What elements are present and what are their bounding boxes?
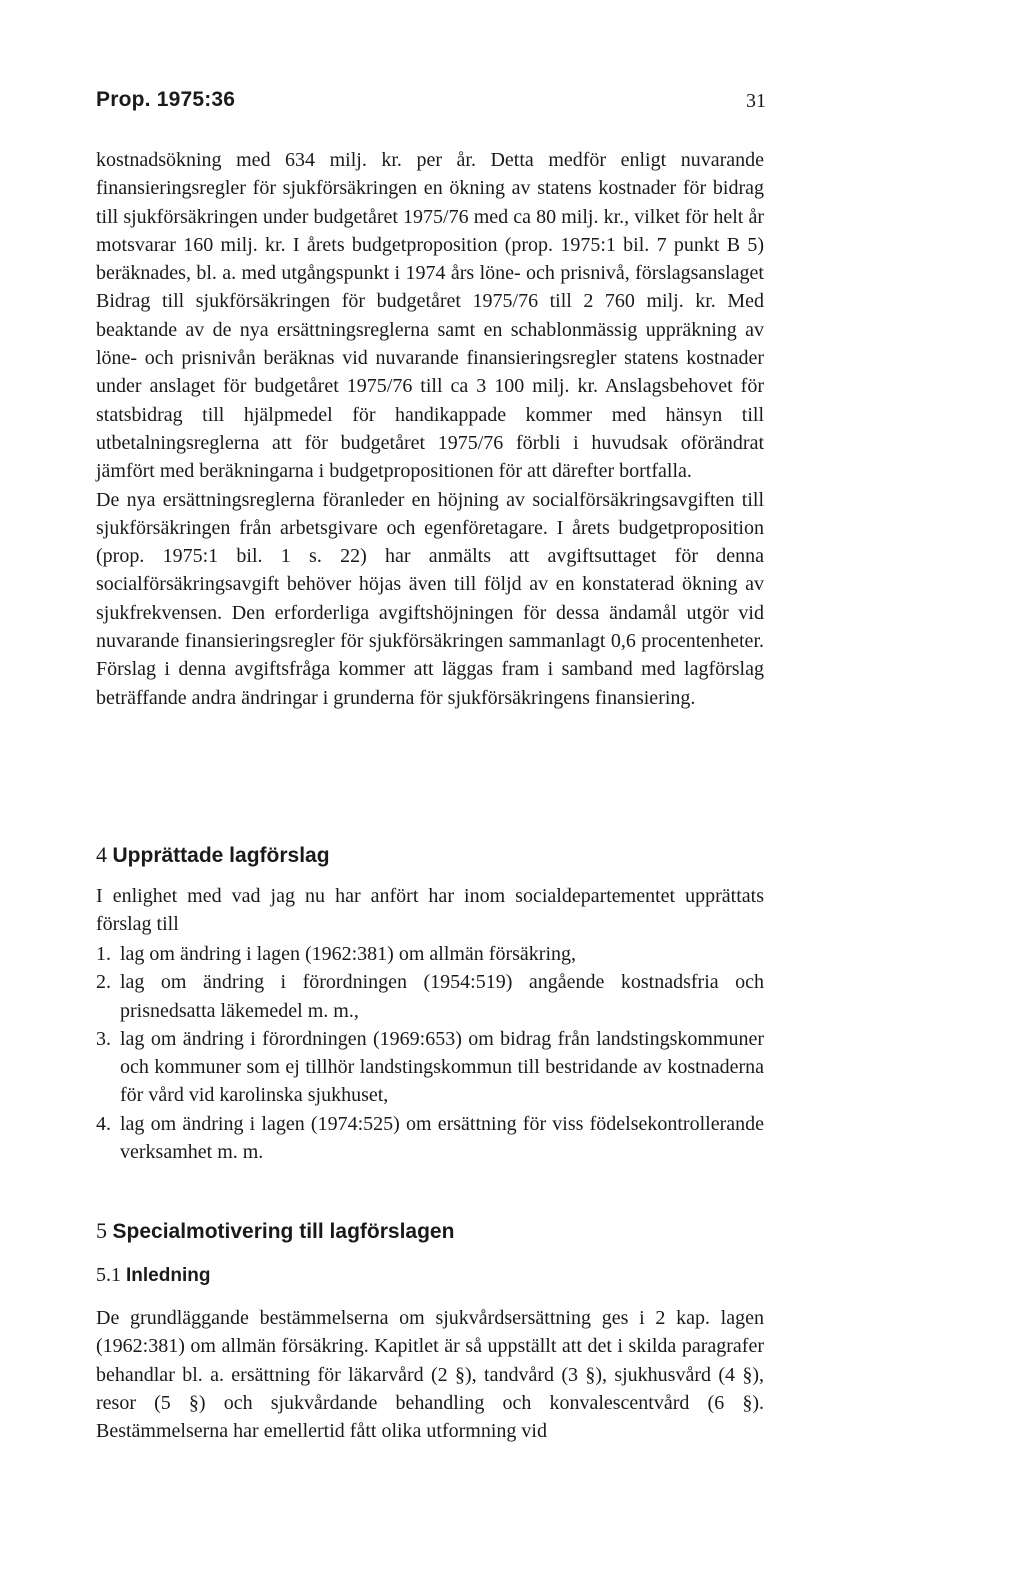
list-marker: 2. (96, 971, 111, 994)
list-item (96, 940, 764, 968)
page-header (96, 88, 766, 118)
intro-text-block (96, 146, 764, 712)
list-item-text: lag om ändring i lagen (1962:381) om allmän försäkring, (120, 943, 577, 965)
paragraph-introduction: De grundläggande bestämmelserna om sjukvårdsersättning ges i 2 kap. lagen (1962:381) om allmän försäkring. Kapitlet är så uppställt att det i skilda paragrafer behandlar bl. a. ersättning för läkarvård (2 §), tandvård (3 §), sjukhusvård (4 §), resor (5 §) och sjukvårdande behandling och konvalescentvård (6 §). Bestämmelserna har emellertid fått olika utformning vid (96, 1307, 764, 1443)
list-marker: 3. (96, 1027, 111, 1050)
section-5-number: 5 (96, 1218, 107, 1243)
section-5-title: Specialmotivering till lagförslagen (112, 1220, 455, 1243)
list-marker: 1. (96, 943, 111, 965)
list-marker: 4. (96, 1112, 111, 1135)
section-4-title: Upprättade lagförslag (112, 844, 330, 867)
law-proposal-list (96, 940, 764, 1166)
section-4-intro-text: I enlighet med vad jag nu har anfört har inom socialdepartementet upprättats förslag till (96, 885, 764, 936)
section-4-number: 4 (96, 842, 107, 867)
list-item-text: lag om ändring i lagen (1974:525) om ersättning för viss födelsekontrollerande verksamhet m. m. (120, 1112, 764, 1164)
section-4-heading (96, 842, 776, 868)
list-item (96, 1110, 764, 1167)
list-item-text: lag om ändring i förordningen (1969:653) om bidrag från landstingskommuner och kommuner som ej tillhör landstingskommun till bestridande av kostnaderna för vård vid karolinska sjukhuset, (120, 1027, 764, 1107)
section-5-1-text-block (96, 1304, 764, 1445)
list-item (96, 1025, 764, 1110)
section-4-intro (96, 882, 764, 939)
document-reference: Prop. 1975:36 (96, 88, 236, 111)
section-5-1-heading (96, 1264, 776, 1287)
section-5-heading (96, 1218, 776, 1244)
paragraph-fees: De nya ersättningsreglerna föranleder en höjning av socialförsäkringsavgiften till sjukförsäkringen från arbetsgivare och egenföretagare. I årets budgetproposition (prop. 1975:1 bil. 1 s. 22) har anmälts att avgiftsuttaget för denna socialförsäkringsavgift behöver höjas även till följd av en konstaterad ökning av sjukfrekvensen. Den erforderliga avgiftshöjningen för dessa ändamål utgör vid nuvarande finansieringsregler för sjukförsäkringen sammanlagt 0,6 procentenheter. Förslag i denna avgiftsfråga kommer att läggas fram i samband med lagförslag beträffande andra ändringar i grunderna för sjukförsäkringens finansiering. (96, 488, 764, 709)
list-item-text: lag om ändring i förordningen (1954:519) angående kostnadsfria och prisnedsatta läkemedel m. m., (120, 971, 764, 1022)
page-number: 31 (746, 90, 766, 112)
section-5-1-number: 5.1 (96, 1264, 121, 1286)
list-item (96, 968, 764, 1025)
section-5-1-title: Inledning (126, 1265, 211, 1286)
paragraph-costs: kostnadsökning med 634 milj. kr. per år. Detta medför enligt nuvarande finansieringsregler för sjukförsäkringen en ökning av statens kostnader för bidrag till sjukförsäkringen under budgetåret 1975/76 med ca 80 milj. kr., vilket för helt år motsvarar 160 milj. kr. I årets budgetproposition (prop. 1975:1 bil. 7 punkt B 5) beräknades, bl. a. med utgångspunkt i 1974 års löne- och prisnivå, förslagsanslaget Bidrag till sjukförsäkringen för budgetåret 1975/76 till 2 760 milj. kr. Med beaktande av de nya ersättningsreglerna samt en schablonmässig uppräkning av löne- och prisnivån beräknas vid nuvarande finansieringsregler statens kostnader under anslaget för budgetåret 1975/76 till ca 3 100 milj. kr. Anslagsbehovet för statsbidrag till hjälpmedel för handikappade kommer med hänsyn till utbetalningsreglerna att för budgetåret 1975/76 förbli i huvudsak oförändrat jämfört med beräkningarna i budgetpropositionen för att därefter bortfalla. (96, 149, 764, 483)
